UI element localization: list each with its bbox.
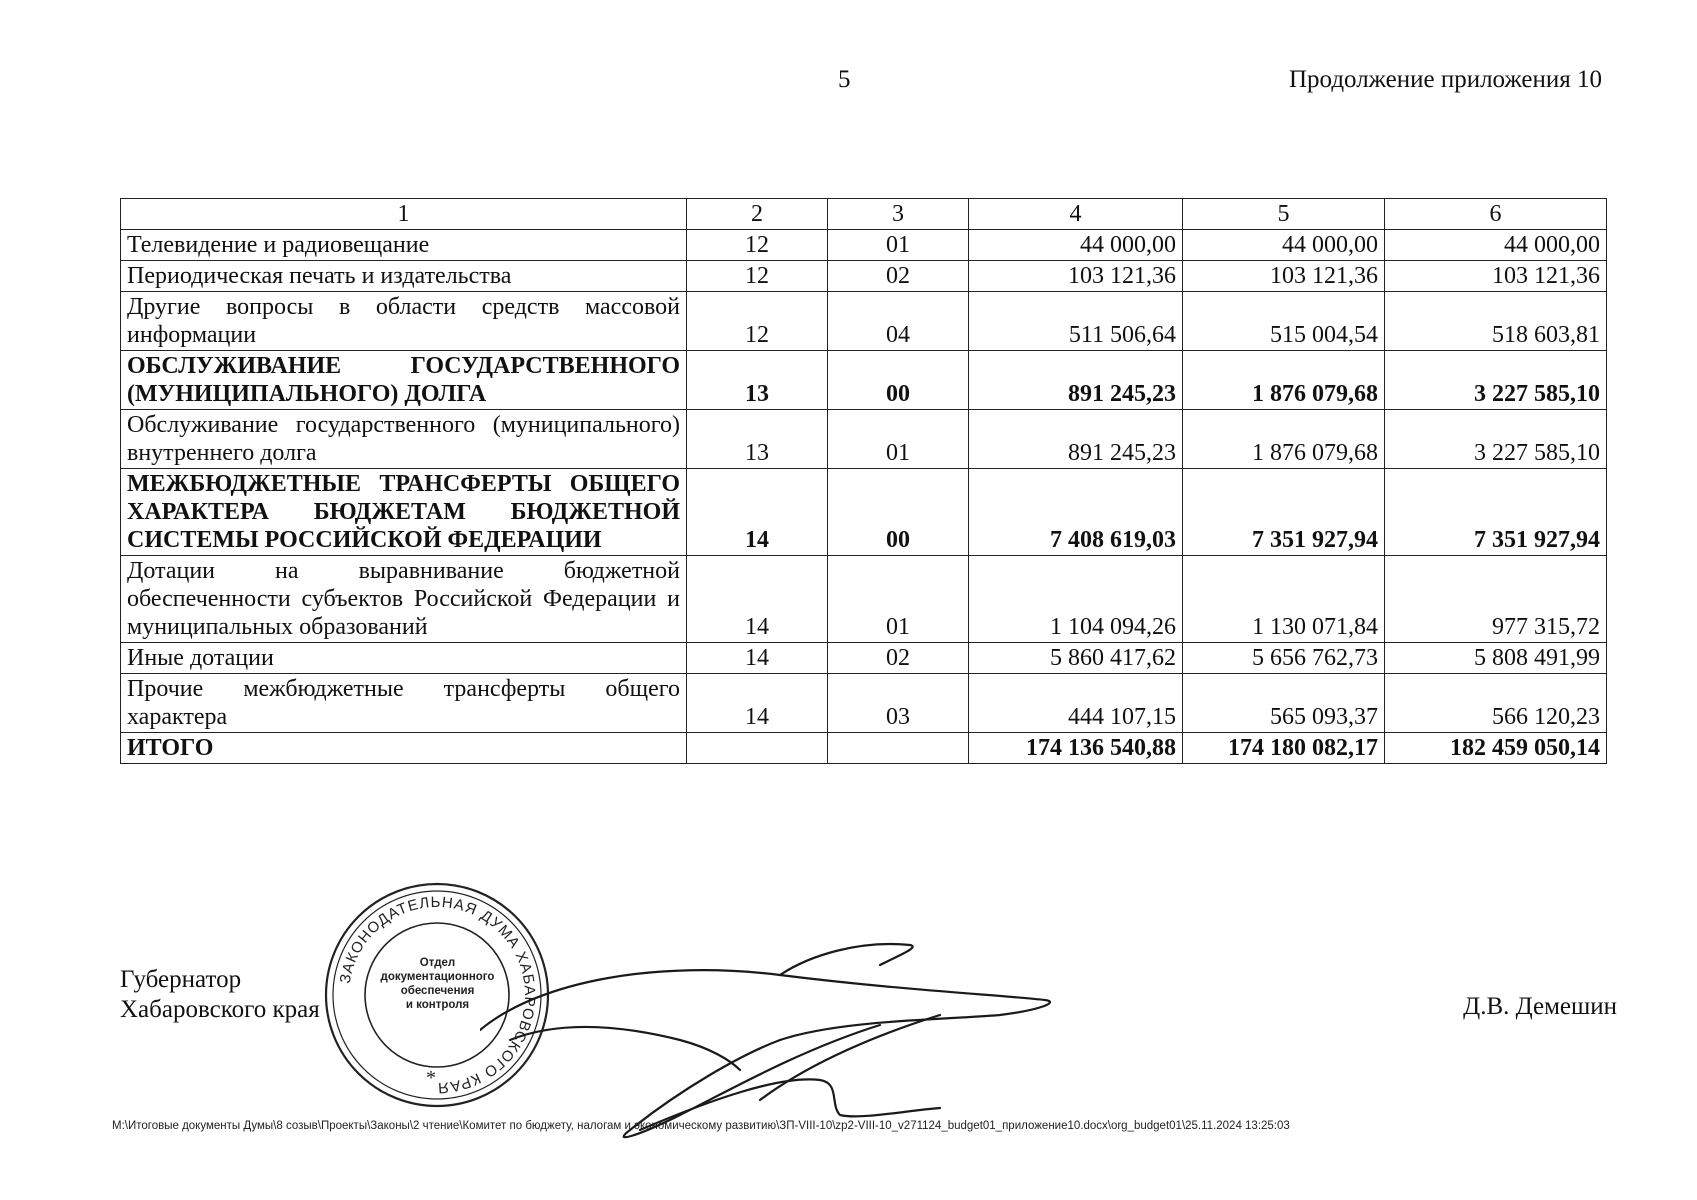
- column-header: 2: [687, 199, 828, 230]
- amount-year3-cell: 518 603,81: [1385, 292, 1607, 351]
- stamp-ring-text: ЗАКОНОДАТЕЛЬНАЯ ДУМА ХАБАРОВСКОГО КРАЯ: [336, 893, 539, 1097]
- subsection-code-cell: 03: [828, 674, 969, 733]
- section-code-cell: 14: [687, 643, 828, 674]
- column-header: 6: [1385, 199, 1607, 230]
- row-name-cell: Телевидение и радиовещание: [121, 230, 687, 261]
- amount-year2-cell: 103 121,36: [1183, 261, 1385, 292]
- section-code-cell: 12: [687, 292, 828, 351]
- amount-year3-cell: 3 227 585,10: [1385, 351, 1607, 410]
- row-name-cell: ИТОГО: [121, 733, 687, 764]
- amount-year2-cell: 565 093,37: [1183, 674, 1385, 733]
- section-code-cell: 12: [687, 261, 828, 292]
- amount-year2-cell: 1 876 079,68: [1183, 351, 1385, 410]
- subsection-code-cell: [828, 733, 969, 764]
- amount-year3-cell: 182 459 050,14: [1385, 733, 1607, 764]
- table-row: [121, 230, 1607, 261]
- column-header: 1: [121, 199, 687, 230]
- section-code-cell: 14: [687, 469, 828, 556]
- table-row: [121, 556, 1607, 643]
- amount-year1-cell: 444 107,15: [969, 674, 1183, 733]
- section-code-cell: 13: [687, 351, 828, 410]
- row-name-cell: Иные дотации: [121, 643, 687, 674]
- table-row: [121, 351, 1607, 410]
- amount-year3-cell: 3 227 585,10: [1385, 410, 1607, 469]
- amount-year1-cell: 5 860 417,62: [969, 643, 1183, 674]
- subsection-code-cell: 04: [828, 292, 969, 351]
- column-header: 4: [969, 199, 1183, 230]
- table-row: [121, 410, 1607, 469]
- amount-year3-cell: 7 351 927,94: [1385, 469, 1607, 556]
- row-name-cell: Другие вопросы в области средств массовой информации: [121, 292, 687, 351]
- signature-area: [0, 860, 1697, 1140]
- column-header: 5: [1183, 199, 1385, 230]
- subsection-code-cell: 01: [828, 410, 969, 469]
- amount-year1-cell: 174 136 540,88: [969, 733, 1183, 764]
- amount-year1-cell: 1 104 094,26: [969, 556, 1183, 643]
- stamp-line: и контроля: [405, 999, 470, 1011]
- amount-year2-cell: 1 130 071,84: [1183, 556, 1385, 643]
- amount-year2-cell: 44 000,00: [1183, 230, 1385, 261]
- signer-title-line2: Хабаровского края: [120, 996, 320, 1023]
- amount-year1-cell: 103 121,36: [969, 261, 1183, 292]
- section-code-cell: 12: [687, 230, 828, 261]
- section-code-cell: 14: [687, 556, 828, 643]
- table-body: [121, 230, 1607, 764]
- section-code-cell: 13: [687, 410, 828, 469]
- continuation-label: Продолжение приложения 10: [1288, 66, 1602, 93]
- amount-year3-cell: 103 121,36: [1385, 261, 1607, 292]
- section-code-cell: 14: [687, 674, 828, 733]
- table-row: [121, 733, 1607, 764]
- row-name-cell: Дотации на выравнивание бюджетной обеспеченности субъектов Российской Федерации и муниципальных образований: [121, 556, 687, 643]
- subsection-code-cell: 01: [828, 230, 969, 261]
- amount-year1-cell: 891 245,23: [969, 410, 1183, 469]
- table-row: [121, 674, 1607, 733]
- amount-year3-cell: 566 120,23: [1385, 674, 1607, 733]
- file-path-footer: M:\Итоговые документы Думы\8 созыв\Проекты\Законы\2 чтение\Комитет по бюджету, налогам и экономическому развитию\ЗП-VIII-10\zp2-VIII-10_v271124_budget01_приложение10.docx\org_budget01\25.11.2024 13:25:03: [112, 1120, 1290, 1132]
- amount-year2-cell: 7 351 927,94: [1183, 469, 1385, 556]
- amount-year3-cell: 977 315,72: [1385, 556, 1607, 643]
- subsection-code-cell: 01: [828, 556, 969, 643]
- budget-table: [120, 198, 1607, 764]
- amount-year2-cell: 5 656 762,73: [1183, 643, 1385, 674]
- handwritten-signature: [480, 920, 1160, 1170]
- table-row: [121, 261, 1607, 292]
- amount-year1-cell: 511 506,64: [969, 292, 1183, 351]
- signer-name: Д.В. Демешин: [1463, 993, 1617, 1020]
- signer-title-line1: Губернатор: [120, 966, 242, 993]
- table-row: [121, 469, 1607, 556]
- amount-year1-cell: 891 245,23: [969, 351, 1183, 410]
- stamp-line: документационного: [380, 971, 495, 983]
- subsection-code-cell: 02: [828, 261, 969, 292]
- row-name-cell: Периодическая печать и издательства: [121, 261, 687, 292]
- row-name-cell: ОБСЛУЖИВАНИЕ ГОСУДАРСТВЕННОГО (МУНИЦИПАЛЬНОГО) ДОЛГА: [121, 351, 687, 410]
- subsection-code-cell: 00: [828, 351, 969, 410]
- amount-year2-cell: 1 876 079,68: [1183, 410, 1385, 469]
- row-name-cell: МЕЖБЮДЖЕТНЫЕ ТРАНСФЕРТЫ ОБЩЕГО ХАРАКТЕРА БЮДЖЕТАМ БЮДЖЕТНОЙ СИСТЕМЫ РОССИЙСКОЙ ФЕДЕРАЦИИ: [121, 469, 687, 556]
- page-number: 5: [838, 66, 851, 93]
- subsection-code-cell: 02: [828, 643, 969, 674]
- column-header: 3: [828, 199, 969, 230]
- stamp-star-icon: *: [426, 1067, 436, 1089]
- table-row: [121, 643, 1607, 674]
- table-header-row: [121, 199, 1607, 230]
- table-row: [121, 292, 1607, 351]
- amount-year3-cell: 5 808 491,99: [1385, 643, 1607, 674]
- amount-year1-cell: 44 000,00: [969, 230, 1183, 261]
- amount-year1-cell: 7 408 619,03: [969, 469, 1183, 556]
- amount-year2-cell: 515 004,54: [1183, 292, 1385, 351]
- row-name-cell: Обслуживание государственного (муниципального) внутреннего долга: [121, 410, 687, 469]
- amount-year2-cell: 174 180 082,17: [1183, 733, 1385, 764]
- amount-year3-cell: 44 000,00: [1385, 230, 1607, 261]
- stamp-line: Отдел: [419, 957, 456, 969]
- section-code-cell: [687, 733, 828, 764]
- stamp-line: обеспечения: [400, 985, 475, 997]
- subsection-code-cell: 00: [828, 469, 969, 556]
- row-name-cell: Прочие межбюджетные трансферты общего характера: [121, 674, 687, 733]
